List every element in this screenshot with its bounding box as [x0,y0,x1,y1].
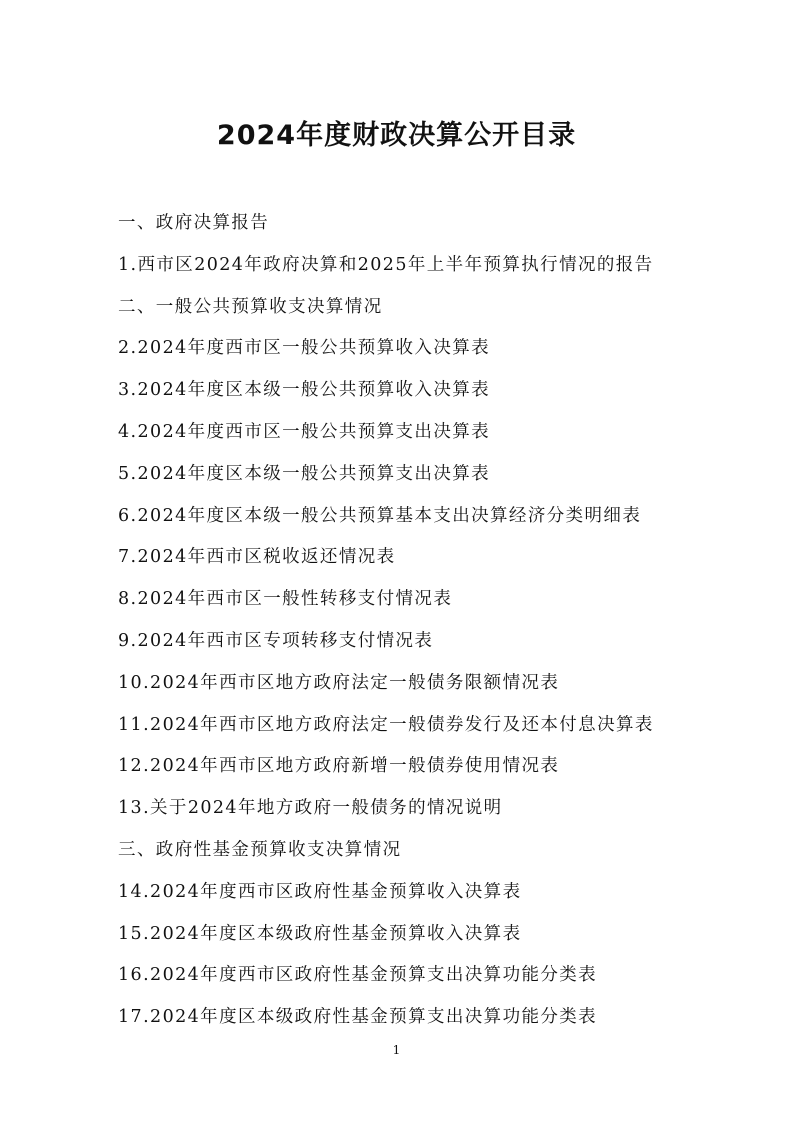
toc-section-heading: 三、政府性基金预算收支决算情况 [118,839,402,860]
toc-item: 1.西市区2024年政府决算和2025年上半年预算执行情况的报告 [118,254,654,275]
page-number: 1 [392,1043,401,1057]
toc-item: 5.2024年度区本级一般公共预算支出决算表 [118,463,491,484]
toc-item: 2.2024年度西市区一般公共预算收入决算表 [118,338,491,359]
toc-item: 15.2024年度区本级政府性基金预算收入决算表 [118,923,522,944]
toc-item: 13.关于2024年地方政府一般债务的情况说明 [118,798,503,819]
toc-item: 11.2024年西市区地方政府法定一般债券发行及还本付息决算表 [118,714,654,735]
toc-item: 16.2024年度西市区政府性基金预算支出决算功能分类表 [118,965,598,986]
toc-section-heading: 二、一般公共预算收支决算情况 [118,296,383,317]
toc-item: 12.2024年西市区地方政府新增一般债券使用情况表 [118,756,560,777]
toc-item: 9.2024年西市区专项转移支付情况表 [118,630,434,651]
toc-section-heading: 一、政府决算报告 [118,213,270,233]
toc-item: 7.2024年西市区税收返还情况表 [118,547,396,568]
toc-item: 17.2024年度区本级政府性基金预算支出决算功能分类表 [118,1007,598,1028]
toc-item: 8.2024年西市区一般性转移支付情况表 [118,589,453,610]
toc-item: 6.2024年度区本级一般公共预算基本支出决算经济分类明细表 [118,505,642,526]
toc-item: 3.2024年度区本级一般公共预算收入决算表 [118,380,491,401]
toc-item: 10.2024年西市区地方政府法定一般债务限额情况表 [118,672,560,693]
toc-item: 14.2024年度西市区政府性基金预算收入决算表 [118,881,522,902]
toc-item: 4.2024年度西市区一般公共预算支出决算表 [118,421,491,442]
page-title: 2024年度财政决算公开目录 [216,120,577,151]
table-of-contents [118,203,738,1039]
